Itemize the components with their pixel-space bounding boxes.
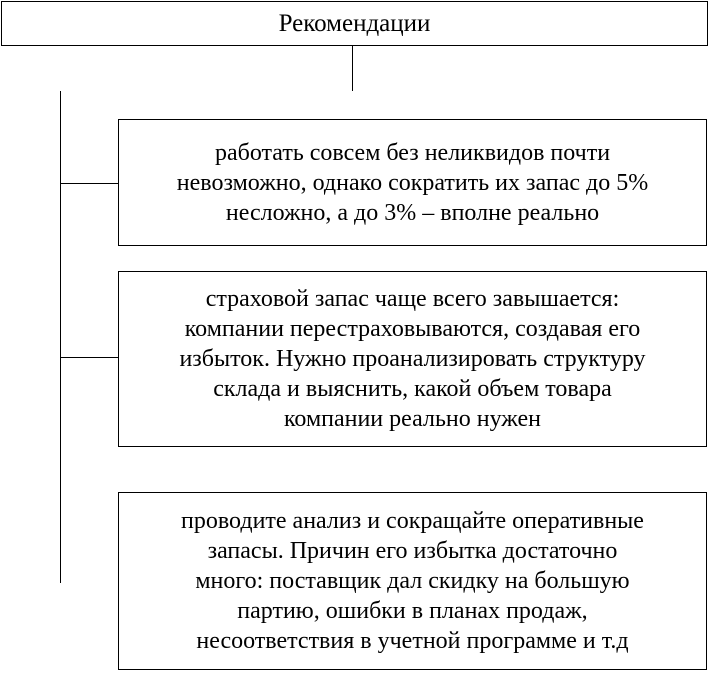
text-line: несоответствия в учетной программе и т.д <box>196 628 629 654</box>
text-line: избыток. Нужно проанализировать структуру <box>179 346 646 372</box>
text-line: несложно, а до 3% – вполне реально <box>225 199 600 226</box>
text-line: много: поставщик дал скидку на большую <box>195 568 630 594</box>
text-line: проводите анализ и сокращайте оперативные <box>181 508 644 534</box>
header-connector-line <box>352 46 353 91</box>
recommendation-box-2 <box>118 271 707 447</box>
diagram-header-box <box>1 1 708 46</box>
text-line: работать совсем без неликвидов почти <box>214 139 611 166</box>
text-line: компании перестраховываются, создавая его <box>184 316 641 342</box>
recommendation-text-2 <box>179 284 645 434</box>
recommendation-box-3 <box>118 492 707 670</box>
diagram-title: Рекомендации <box>278 9 431 37</box>
text-line: невозможно, однако сократить их запас до 5% <box>176 169 649 196</box>
text-line: склада и выяснить, какой объем товара <box>213 376 612 402</box>
vertical-trunk-line <box>60 91 61 583</box>
text-line: партию, ошибки в планах продаж, <box>237 598 588 624</box>
text-line: запасы. Причин его избытка достаточно <box>207 538 618 564</box>
recommendation-text-1 <box>177 138 648 228</box>
branch-line-2 <box>60 357 118 358</box>
recommendation-text-3 <box>181 506 644 656</box>
branch-line-1 <box>60 183 118 184</box>
text-line: компании реально нужен <box>283 406 542 432</box>
text-line: страховой запас чаще всего завышается: <box>205 286 620 312</box>
recommendation-box-1 <box>118 119 707 246</box>
